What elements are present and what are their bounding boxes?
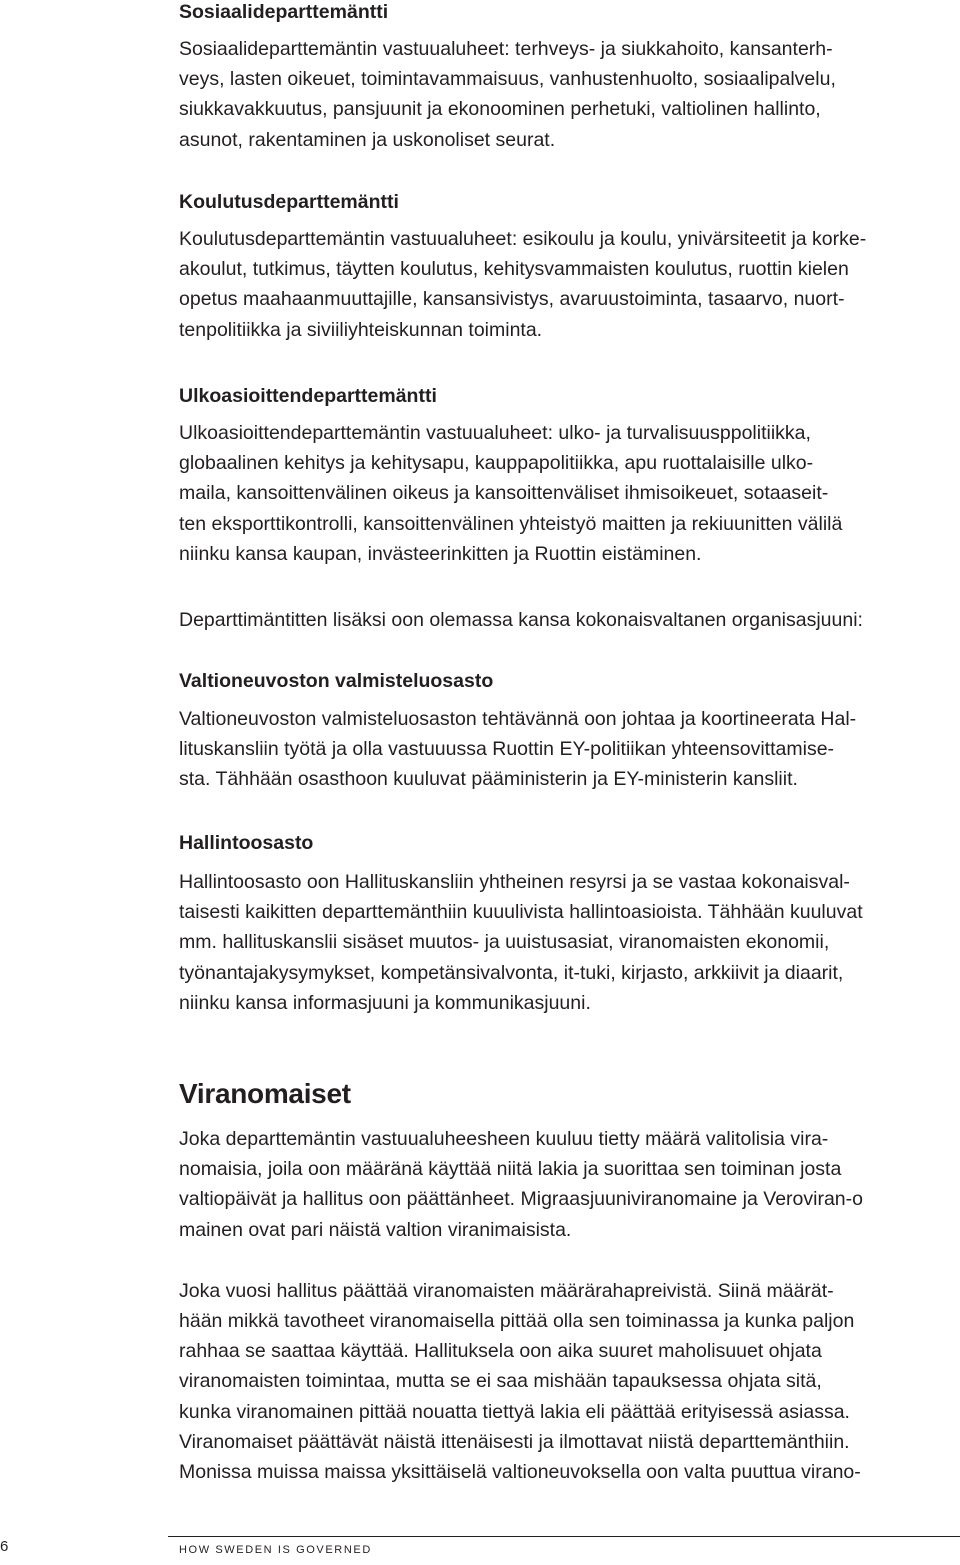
text-line: Departtimäntitten lisäksi oon olemassa kansa kokonaisvaltanen organisasjuuni: [179,609,863,631]
section-koulutus [179,187,866,345]
running-title: HOW SWEDEN IS GOVERNED [179,1544,372,1556]
text-line: maila, kansoittenvälinen oikeus ja kansoittenväliset ihmisoikeuet, sotaaseit- [179,482,829,505]
text-line: Ulkoasioittendeparttemäntin vastuualuheet: ulko- ja turvalisuusppolitiikka, [179,422,811,444]
text-line: Monissa muissa maissa yksittäiselä valtioneuvoksella oon valta puuttua virano- [179,1461,861,1484]
section-viranomaiset [179,1076,863,1487]
footer-rule [168,1536,960,1537]
chapter-heading: Viranomaiset [179,1078,351,1109]
text-line: nomaisia, joila oon määränä käyttää niitä lakia ja suorittaa sen toiminan josta [179,1158,842,1181]
text-line: Joka vuosi hallitus päättää viranomaisten määrärahapreivistä. Siinä määrät- [179,1279,834,1302]
text-line: Viranomaiset päättävät näistä ittenäisesti ja ilmottavat niistä departtemänthiin. [179,1430,850,1453]
text-line: tenpolitiikka ja siviiliyhteiskunnan toiminta. [179,318,543,341]
section-heading: Valtioneuvoston valmisteluosasto [179,670,494,692]
text-line: opetus maahaanmuuttajille, kansansivistys, avaruustoiminta, tasaarvo, nuort- [179,288,845,311]
text-line: mainen ovat pari näistä valtion viranimaisista. [179,1218,572,1241]
text-line: työnantajakysymykset, kompetänsivalvonta, it-tuki, kirjasto, arkkiivit ja diaarit, [179,961,844,984]
section-heading: Sosiaalideparttemäntti [179,1,389,23]
text-line: akoulut, tutkimus, täytten koulutus, kehitysvammaisten koulutus, ruottin kielen [179,258,849,281]
text-line: veys, lasten oikeuet, toimintavammaisuus, vanhustenhuolto, sosiaalipalvelu, [179,68,836,91]
section-valmistelu [179,666,856,795]
section-ulkoasioitten [179,381,842,569]
text-line: sta. Tähhään osasthoon kuuluvat pääministerin ja EY-ministerin kansliit. [179,768,798,791]
section-paragraph [179,605,863,635]
text-line: hään mikkä tavotheet viranomaisella pittää olla sen toiminassa ja kunka paljon [179,1310,855,1333]
section-paragraph [179,224,866,345]
text-line: valtiopäivät ja hallitus oon päättänheet. Migraasjuuniviranomaine ja Veroviran-o [179,1188,863,1211]
section-paragraph [179,704,856,795]
text-line: siukkavakkuutus, pansjuunit ja ekonoominen perhetuki, valtiolinen hallinto, [179,98,821,121]
text-line: Sosiaalideparttemäntin vastuualuheet: terhveys- ja siukkahoito, kansanterh- [179,38,833,60]
section-paragraph [179,34,836,155]
text-line: Hallintoosasto oon Hallituskansliin yhtheinen resyrsi ja se vastaa kokonaisval- [179,871,850,893]
section-paragraph [179,867,863,1018]
text-line: niinku kansa informasjuuni ja kommunikasjuuni. [179,991,591,1014]
section-paragraph [179,1124,863,1245]
section-heading: Ulkoasioittendeparttemäntti [179,385,437,407]
section-heading: Hallintoosasto [179,832,314,854]
text-line: niinku kansa kaupan, invästeerinkitten ja Ruottin eistäminen. [179,542,702,565]
text-line: mm. hallituskanslii sisäset muutos- ja uuistusasiat, viranomaisten ekonomii, [179,931,830,954]
text-line: kunka viranomainen pittää nouatta tiettyä lakia eli päättää erityisessä asiassa. [179,1400,850,1423]
text-line: globaalinen kehitys ja kehitysapu, kauppapolitiikka, apu ruottalaisille ulko- [179,452,814,475]
text-line: rahhaa se saattaa käyttää. Hallituksela oon aika suuret maholisuuet ohjata [179,1340,822,1363]
text-line: Valtioneuvoston valmisteluosaston tehtävännä oon johtaa ja koortineerata Hal- [179,708,857,730]
text-line: asunot, rakentaminen ja uskonoliset seurat. [179,128,556,151]
section-sosiaali [179,0,836,155]
text-line: ten eksporttikontrolli, kansoittenvälinen yhteistyö maitten ja rekiuunitten välilä [179,512,843,535]
text-line: taisesti kaikitten departtemänthiin kuuulivista hallintoasioista. Tähhään kuuluvat [179,901,863,924]
text-line: viranomaisten toimintaa, mutta se ei saa mishään tapauksessa ohjata sitä, [179,1370,822,1393]
section-paragraph [179,418,842,569]
text-line: Koulutusdeparttemäntin vastuualuheet: esikoulu ja koulu, ynivärsiteetit ja korke- [179,228,867,250]
section-intro [179,605,863,635]
text-line: Joka departtemäntin vastuualuheesheen kuuluu tietty määrä valitolisia vira- [179,1128,829,1150]
text-line: lituskansliin työtä ja olla vastuuussa Ruottin EY-politiikan yhteensovittamise- [179,738,835,761]
section-paragraph [179,1276,863,1487]
section-hallinto [179,828,863,1018]
page-number: 6 [0,1538,9,1555]
section-heading: Koulutusdeparttemäntti [179,191,399,213]
